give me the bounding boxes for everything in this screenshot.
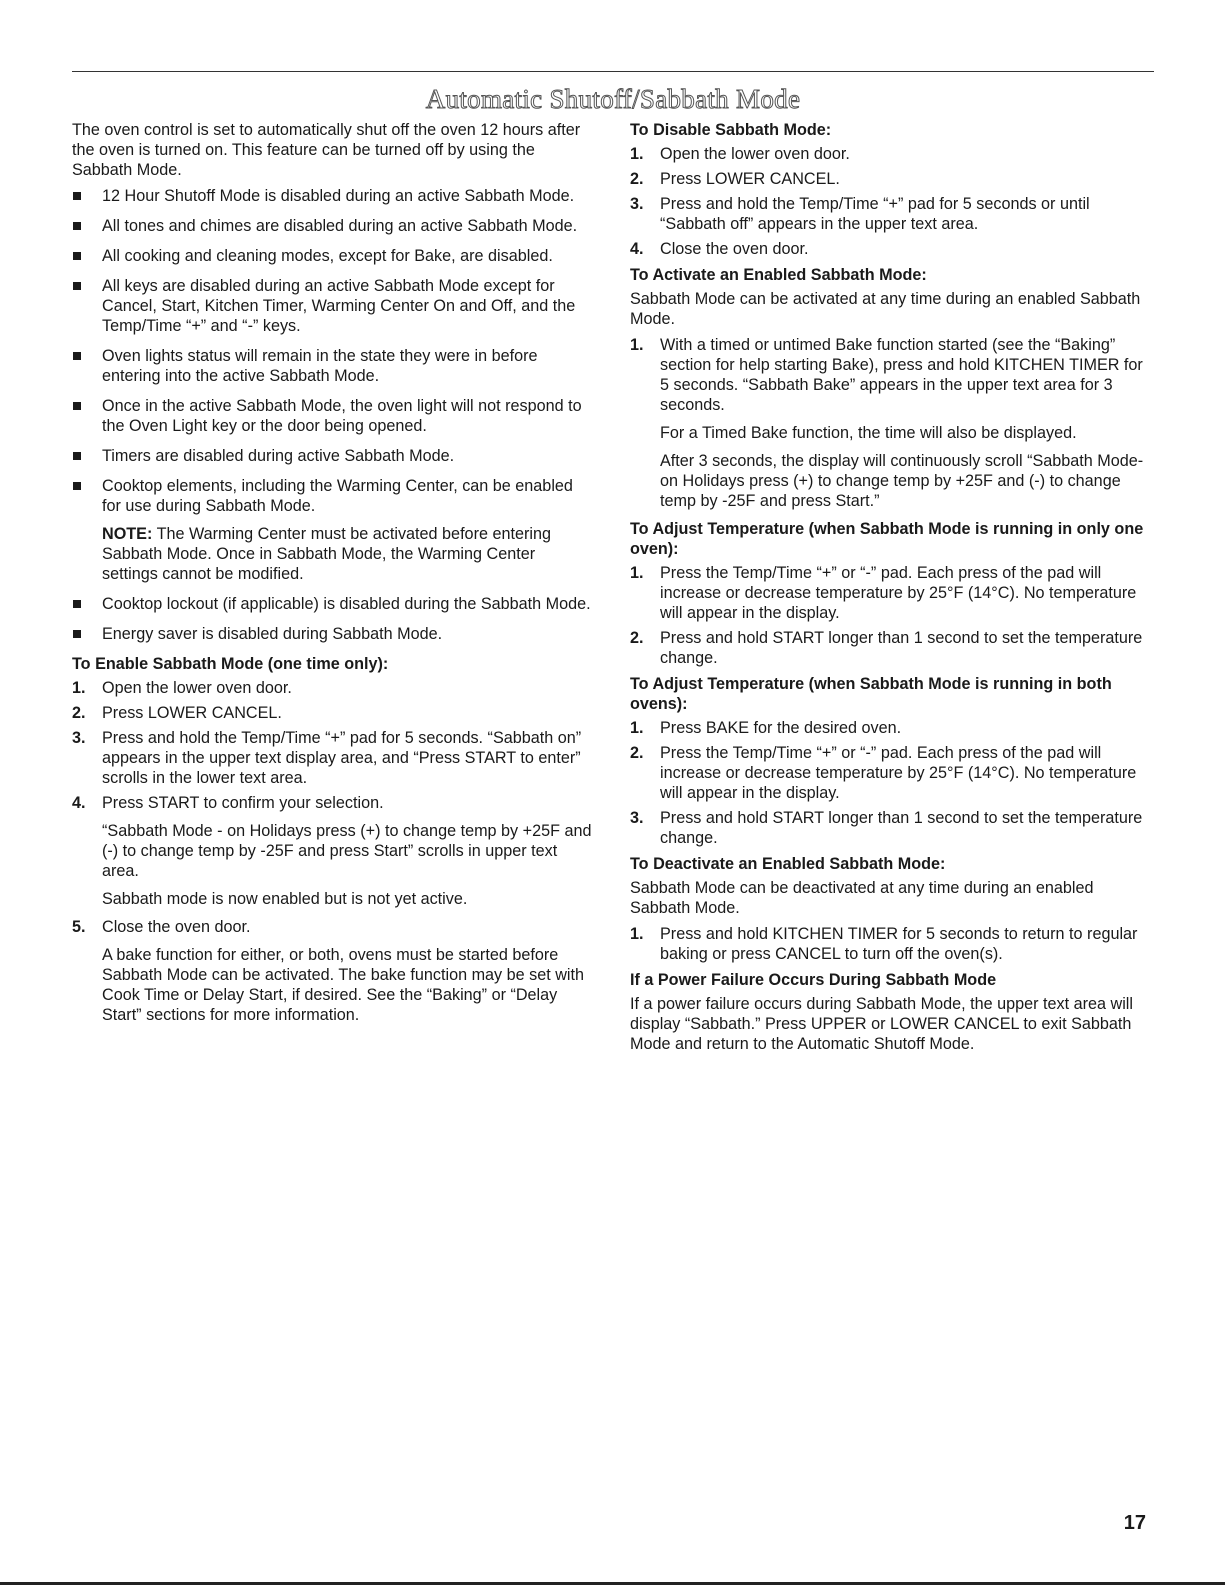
step-item [630,808,1150,848]
step-item [630,924,1150,964]
feature-list [72,186,592,644]
step-detail: Sabbath mode is now enabled but is not yet active. [102,890,468,908]
step-item [630,194,1150,234]
step-text: Open the lower oven door. [102,679,292,697]
power-failure-text: If a power failure occurs during Sabbath Mode, the upper text area will display “Sabbath.” Press UPPER or LOWER CANCEL to exit Sabbath Mode and return to the Automatic Shutoff Mode. [630,995,1133,1053]
step-item [630,628,1150,668]
step-text: Press the Temp/Time “+” or “-” pad. Each press of the pad will increase or decrease temperature by 25°F (14°C). No temperature will appear in the display. [660,744,1137,802]
section-heading-power-failure: If a Power Failure Occurs During Sabbath Mode [630,971,997,989]
step-text: Press and hold START longer than 1 second to set the temperature change. [660,809,1143,847]
step-item [630,718,1150,738]
section-heading-disable: To Disable Sabbath Mode: [630,121,832,139]
left-column [72,120,592,1033]
adjust-both-steps [630,718,1150,848]
step-number: 2. [630,170,644,188]
list-item: Timers are disabled during active Sabbath Mode. [72,446,592,466]
step-item [72,678,592,698]
intro-paragraph: The oven control is set to automatically shut off the oven 12 hours after the oven is turned on. This feature can be turned off by using the Sabbath Mode. [72,121,581,179]
step-text: Press BAKE for the desired oven. [660,719,902,737]
step-number: 1. [630,719,644,737]
step-text: Close the oven door. [102,918,251,936]
list-item: Cooktop lockout (if applicable) is disabled during the Sabbath Mode. [72,594,592,614]
step-item [72,917,592,1025]
step-text: Open the lower oven door. [660,145,850,163]
list-item: Energy saver is disabled during Sabbath Mode. [72,624,592,644]
step-item [630,169,1150,189]
note [102,524,592,584]
adjust-one-steps [630,563,1150,668]
step-number: 1. [630,145,644,163]
page-title: Automatic Shutoff/Sabbath Mode [425,84,801,114]
step-number: 2. [630,744,644,762]
step-text: Close the oven door. [660,240,809,258]
step-detail: After 3 seconds, the display will continuously scroll “Sabbath Mode- on Holidays press (+) to change temp by +25F and (-) to change temp by -25F and press Start.” [660,452,1144,510]
activate-steps [630,335,1150,511]
step-number: 2. [72,704,86,722]
list-item: All keys are disabled during an active Sabbath Mode except for Cancel, Start, Kitchen Timer, Warming Center On and Off, and the Temp/Time “+” and “-” keys. [72,276,592,336]
step-number: 3. [630,809,644,827]
step-details [102,821,592,909]
step-number: 1. [630,925,644,943]
deactivate-intro: Sabbath Mode can be deactivated at any time during an enabled Sabbath Mode. [630,879,1094,917]
step-item [630,743,1150,803]
list-item: 12 Hour Shutoff Mode is disabled during an active Sabbath Mode. [72,186,592,206]
step-item [72,703,592,723]
step-item [630,239,1150,259]
list-item: All cooking and cleaning modes, except for Bake, are disabled. [72,246,592,266]
step-number: 2. [630,629,644,647]
right-column [630,120,1150,1060]
step-text: Press and hold the Temp/Time “+” pad for 5 seconds. “Sabbath on” appears in the upper text display area, and “Press START to enter” scrolls in the lower text area. [102,729,582,787]
step-text: Press and hold the Temp/Time “+” pad for 5 seconds or until “Sabbath off” appears in the upper text area. [660,195,1090,233]
step-number: 1. [630,336,644,354]
list-item: Once in the active Sabbath Mode, the oven light will not respond to the Oven Light key or the door being opened. [72,396,592,436]
step-text: Press START to confirm your selection. [102,794,384,812]
section-heading-activate: To Activate an Enabled Sabbath Mode: [630,266,927,284]
step-number: 1. [72,679,86,697]
step-detail: A bake function for either, or both, ovens must be started before Sabbath Mode can be activated. The bake function may be set with Cook Time or Delay Start, if desired. See the “Baking” or “Delay Start” sections for more information. [102,946,585,1024]
step-number: 4. [72,794,86,812]
section-heading-deactivate: To Deactivate an Enabled Sabbath Mode: [630,855,946,873]
step-item [630,144,1150,164]
step-text: With a timed or untimed Bake function started (see the “Baking” section for help starting Bake), press and hold KITCHEN TIMER for 5 seconds. “Sabbath Bake” appears in the upper text area for 3 seconds. [660,336,1143,414]
step-item [630,563,1150,623]
step-item [72,728,592,788]
page-number: 17 [1123,1512,1146,1534]
note-label: NOTE: [102,525,153,543]
top-rule [72,71,1154,72]
note-text: The Warming Center must be activated before entering Sabbath Mode. Once in Sabbath Mode, the Warming Center settings cannot be modified. [102,525,551,583]
activate-intro: Sabbath Mode can be activated at any time during an enabled Sabbath Mode. [630,290,1141,328]
step-text: Press LOWER CANCEL. [660,170,840,188]
deactivate-steps [630,924,1150,964]
disable-steps [630,144,1150,259]
step-text: Press LOWER CANCEL. [102,704,282,722]
list-item: All tones and chimes are disabled during an active Sabbath Mode. [72,216,592,236]
step-number: 3. [630,195,644,213]
section-heading-adjust-both: To Adjust Temperature (when Sabbath Mode is running in both ovens): [630,675,1112,713]
step-number: 1. [630,564,644,582]
step-text: Press and hold START longer than 1 second to set the temperature change. [660,629,1143,667]
step-detail: “Sabbath Mode - on Holidays press (+) to change temp by +25F and (-) to change temp by -25F and press Start” scrolls in upper text area. [102,822,592,880]
section-heading-enable: To Enable Sabbath Mode (one time only): [72,655,389,673]
step-item [630,335,1150,511]
step-detail: For a Timed Bake function, the time will also be displayed. [660,424,1077,442]
section-heading-adjust-one: To Adjust Temperature (when Sabbath Mode is running in only one oven): [630,520,1144,558]
step-item [72,793,592,909]
step-number: 5. [72,918,86,936]
step-details [102,945,592,1025]
list-item: Oven lights status will remain in the state they were in before entering into the active Sabbath Mode. [72,346,592,386]
step-number: 3. [72,729,86,747]
step-text: Press the Temp/Time “+” or “-” pad. Each press of the pad will increase or decrease temperature by 25°F (14°C). No temperature will appear in the display. [660,564,1137,622]
step-details [660,423,1150,511]
list-item [72,476,592,584]
step-number: 4. [630,240,644,258]
step-text: Press and hold KITCHEN TIMER for 5 seconds to return to regular baking or press CANCEL to turn off the oven(s). [660,925,1138,963]
list-item-text: Cooktop elements, including the Warming Center, can be enabled for use during Sabbath Mode. [102,477,573,515]
enable-steps [72,678,592,1025]
